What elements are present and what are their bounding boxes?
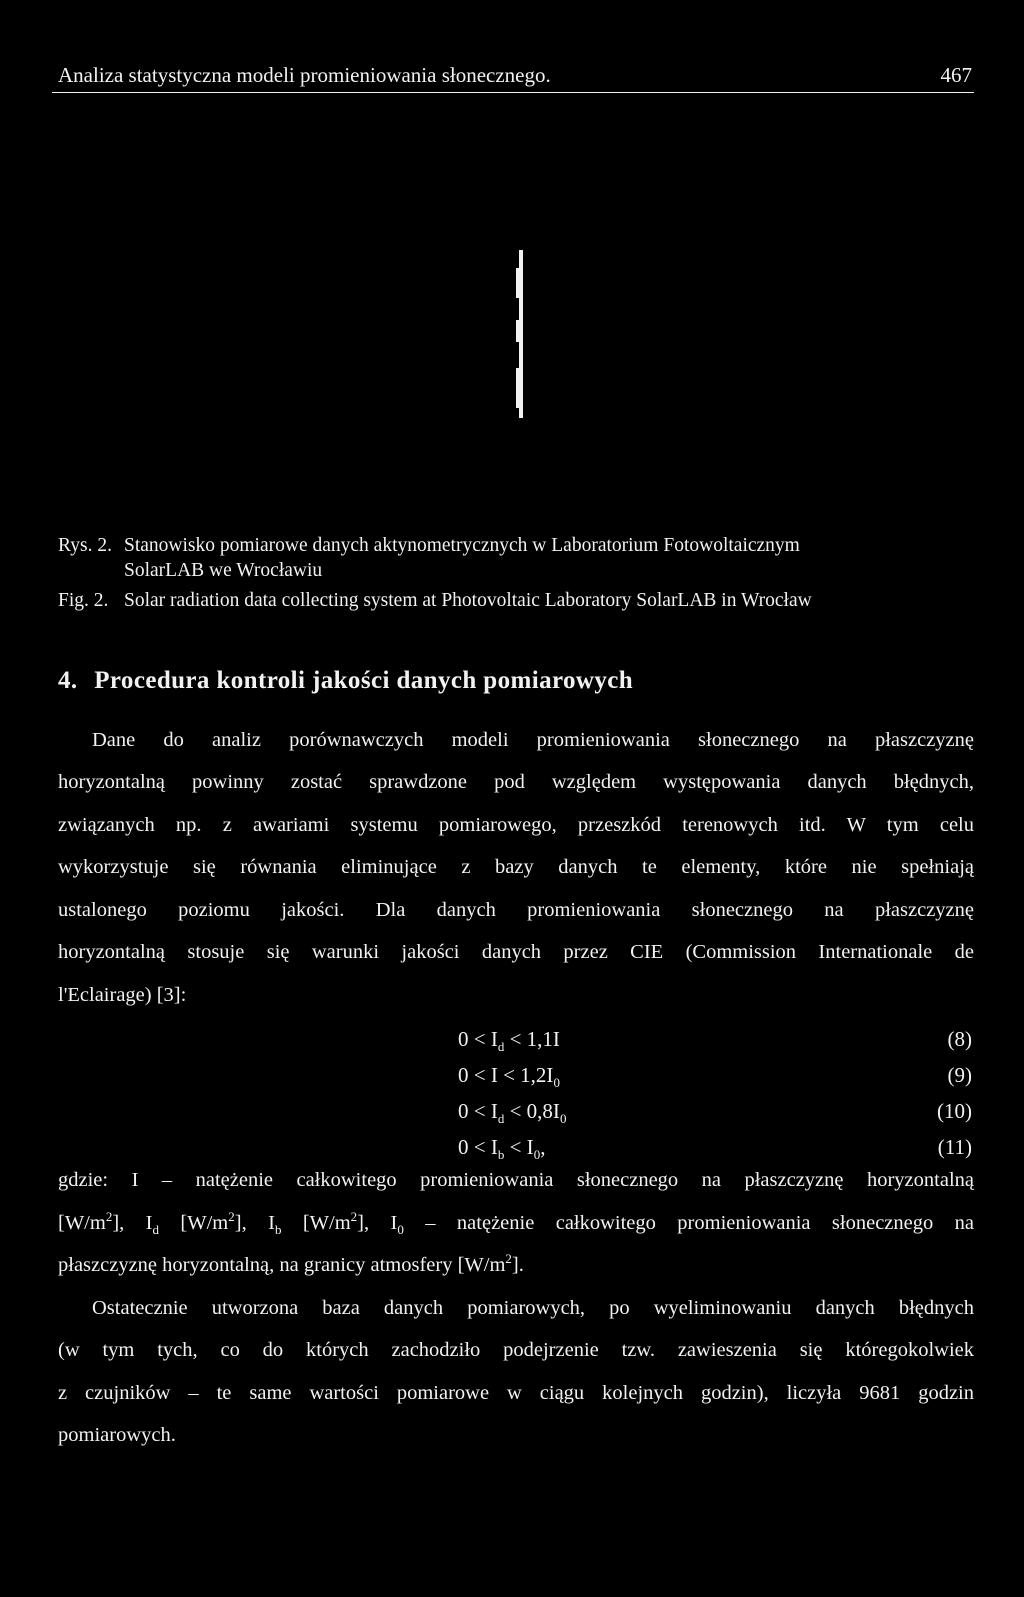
equation-number: (8) xyxy=(947,1027,972,1051)
where-line-1: gdzie: I – natężenie całkowitego promieniowania słonecznego na płaszczyznę horyzontalną xyxy=(58,1169,974,1191)
section-heading xyxy=(58,667,633,695)
where-line-2: $[W/m^2]$, $I_d$ $[W/m^2]$, $I_b$ $[W/m^2]$, $I_0$ – natężenie całkowitego promieniowania słonecznego na xyxy=(58,1209,974,1238)
equation-9: $0 < I < 1,2I_0$ xyxy=(458,1063,560,1091)
paragraph-line: horyzontalną stosuje się warunki jakości danych przez CIE (Commission Internationale de xyxy=(58,941,974,963)
running-header xyxy=(52,58,974,93)
caption-pl-line2: SolarLAB we Wrocławiu xyxy=(124,560,323,581)
caption-pl-line1: Stanowisko pomiarowe danych aktynometrycznych w Laboratorium Fotowoltaicznym xyxy=(124,535,800,556)
paragraph-line: horyzontalną powinny zostać sprawdzone pod względem występowania danych błędnych, xyxy=(58,771,974,793)
equation-8: $0 < I_d < 1,1I$ xyxy=(458,1027,560,1055)
paragraph-line: Dane do analiz porównawczych modeli promieniowania słonecznego na płaszczyznę xyxy=(92,729,974,751)
figure-image-detail xyxy=(516,320,519,342)
figure-image-detail xyxy=(516,268,519,298)
figure-image-strip xyxy=(519,250,523,418)
page-number: 467 xyxy=(940,63,972,87)
paragraph-line: z czujników – te same wartości pomiarowe w ciągu kolejnych godzin), liczyła 9681 godzin xyxy=(58,1382,974,1404)
equation-number: (9) xyxy=(947,1063,972,1087)
caption-en-text: Solar radiation data collecting system at Photovoltaic Laboratory SolarLAB in Wrocław xyxy=(124,590,812,611)
paragraph-line: (w tym tych, co do których zachodziło podejrzenie tzw. zawieszenia się któregokolwiek xyxy=(58,1339,974,1361)
figure-image xyxy=(516,250,525,418)
equation-number: (11) xyxy=(937,1135,972,1159)
equation-11: $0 < I_b < I_0$, xyxy=(458,1135,546,1163)
paragraph-line: ustalonego poziomu jakości. Dla danych promieniowania słonecznego na płaszczyznę xyxy=(58,899,974,921)
where-line-3: płaszczyznę horyzontalną, na granicy atmosfery $[W/m^2]$. xyxy=(58,1251,524,1276)
caption-en-label: Fig. 2. xyxy=(58,590,109,611)
section-number: 4. xyxy=(58,667,78,694)
paragraph-line: związanych np. z awariami systemu pomiarowego, przeszkód terenowych itd. W tym celu xyxy=(58,814,974,836)
equation-number: (10) xyxy=(937,1099,972,1123)
header-title: Analiza statystyczna modeli promieniowania słonecznego. xyxy=(58,63,551,87)
paragraph-line: pomiarowych. xyxy=(58,1424,176,1446)
equation-10: $0 < I_d < 0,8I_0$ xyxy=(458,1099,567,1127)
section-title: Procedura kontroli jakości danych pomiarowych xyxy=(94,667,634,694)
paragraph-line: wykorzystuje się równania eliminujące z bazy danych te elementy, które nie spełniają xyxy=(58,856,974,878)
paragraph-line: l'Eclairage) [3]: xyxy=(58,984,187,1006)
paragraph-line: Ostatecznie utworzona baza danych pomiarowych, po wyeliminowaniu danych błędnych xyxy=(92,1297,974,1319)
figure-image-detail xyxy=(516,368,519,408)
caption-pl-label: Rys. 2. xyxy=(58,535,112,556)
